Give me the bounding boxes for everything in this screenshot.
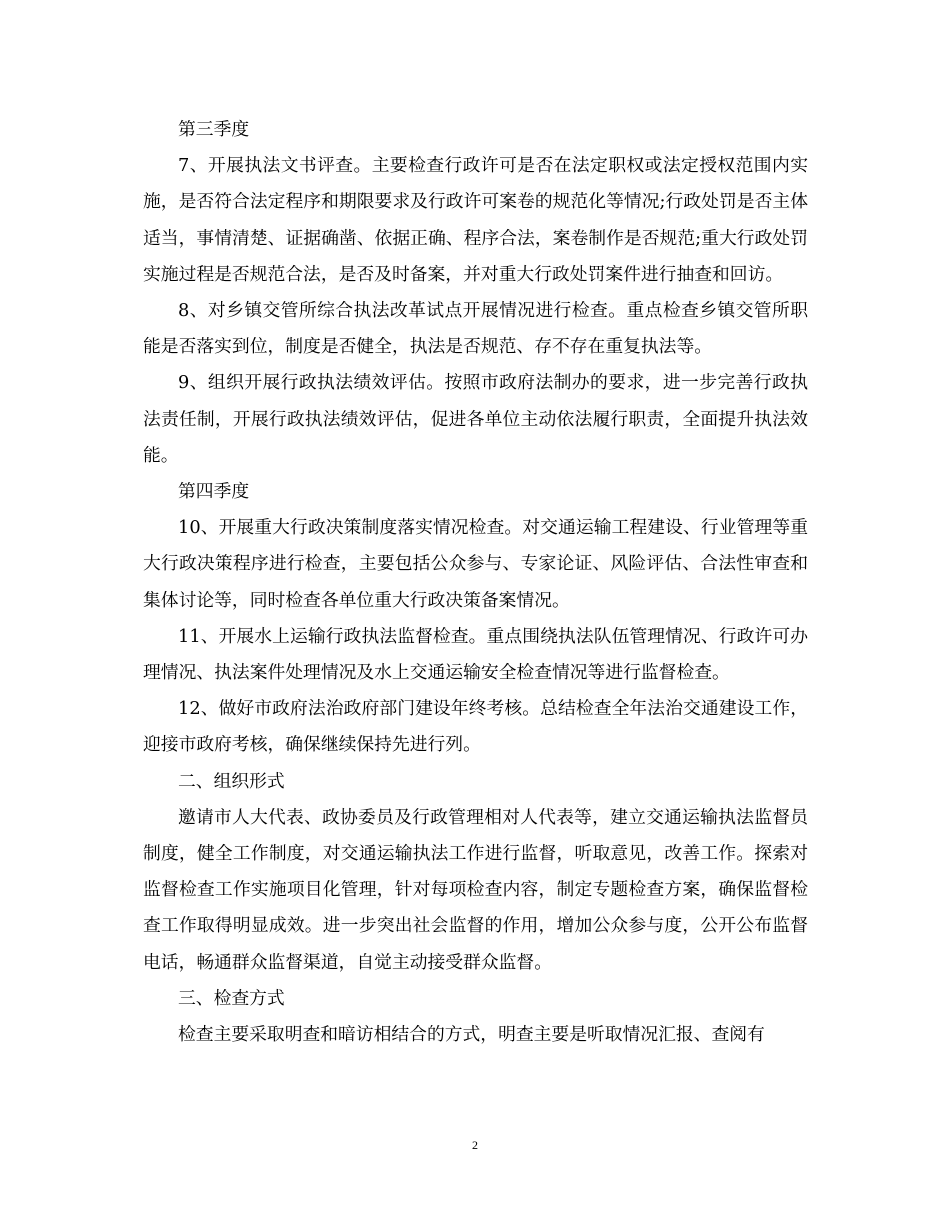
paragraph-organization: 邀请市人大代表、政协委员及行政管理相对人代表等，建立交通运输执法监督员制度，健全工作制度，对交通运输执法工作进行监督，听取意见，改善工作。探索对监督检查工作实施项目化管理，针对每项检查内容，制定专题检查方案，确保监督检查工作取得明显成效。进一步突出社会监督的作用，增加公众参与度，公开公布监督电话，畅通群众监督渠道，自觉主动接受群众监督。 (143, 806, 808, 973)
paragraph-item-7: 7、开展执法文书评查。主要检查行政许可是否在法定职权或法定授权范围内实施，是否符合法定程序和期限要求及行政许可案卷的规范化等情况;行政处罚是否主体适当，事情清楚、证据确凿、依据正确、程序合法，案卷制作是否规范;重大行政处罚实施过程是否规范合法，是否及时备案，并对重大行政处罚案件进行抽查和回访。 (143, 155, 808, 285)
paragraph-item-10: 10、开展重大行政决策制度落实情况检查。对交通运输工程建设、行业管理等重大行政决策程序进行检查，主要包括公众参与、专家论证、风险评估、合法性审查和集体讨论等，同时检查各单位重大行政决策备案情况。 (143, 517, 808, 611)
paragraph-item-12: 12、做好市政府法治政府部门建设年终考核。总结检查全年法治交通建设工作，迎接市政府考核，确保继续保持先进行列。 (143, 698, 808, 756)
document-body (143, 112, 808, 1053)
section-heading-inspection-method: 三、检查方式 (178, 987, 285, 1009)
paragraph-inspection-method: 检查主要采取明查和暗访相结合的方式，明查主要是听取情况汇报、查阅有 (178, 1024, 765, 1046)
section-heading-organization: 二、组织形式 (178, 770, 285, 792)
section-heading-q3: 第三季度 (178, 119, 250, 140)
paragraph-item-8: 8、对乡镇交管所综合执法改革试点开展情况进行检查。重点检查乡镇交管所职能是否落实到位，制度是否健全，执法是否规范、存不存在重复执法等。 (143, 300, 808, 358)
section-heading-q4: 第四季度 (178, 481, 250, 503)
page-number: 2 (472, 1138, 478, 1152)
paragraph-item-11: 11、开展水上运输行政执法监督检查。重点围绕执法队伍管理情况、行政许可办理情况、执法案件处理情况及水上交通运输安全检查情况等进行监督检查。 (143, 625, 808, 684)
paragraph-item-9: 9、组织开展行政执法绩效评估。按照市政府法制办的要求，进一步完善行政执法责任制，开展行政执法绩效评估，促进各单位主动依法履行职责，全面提升执法效能。 (143, 372, 808, 466)
